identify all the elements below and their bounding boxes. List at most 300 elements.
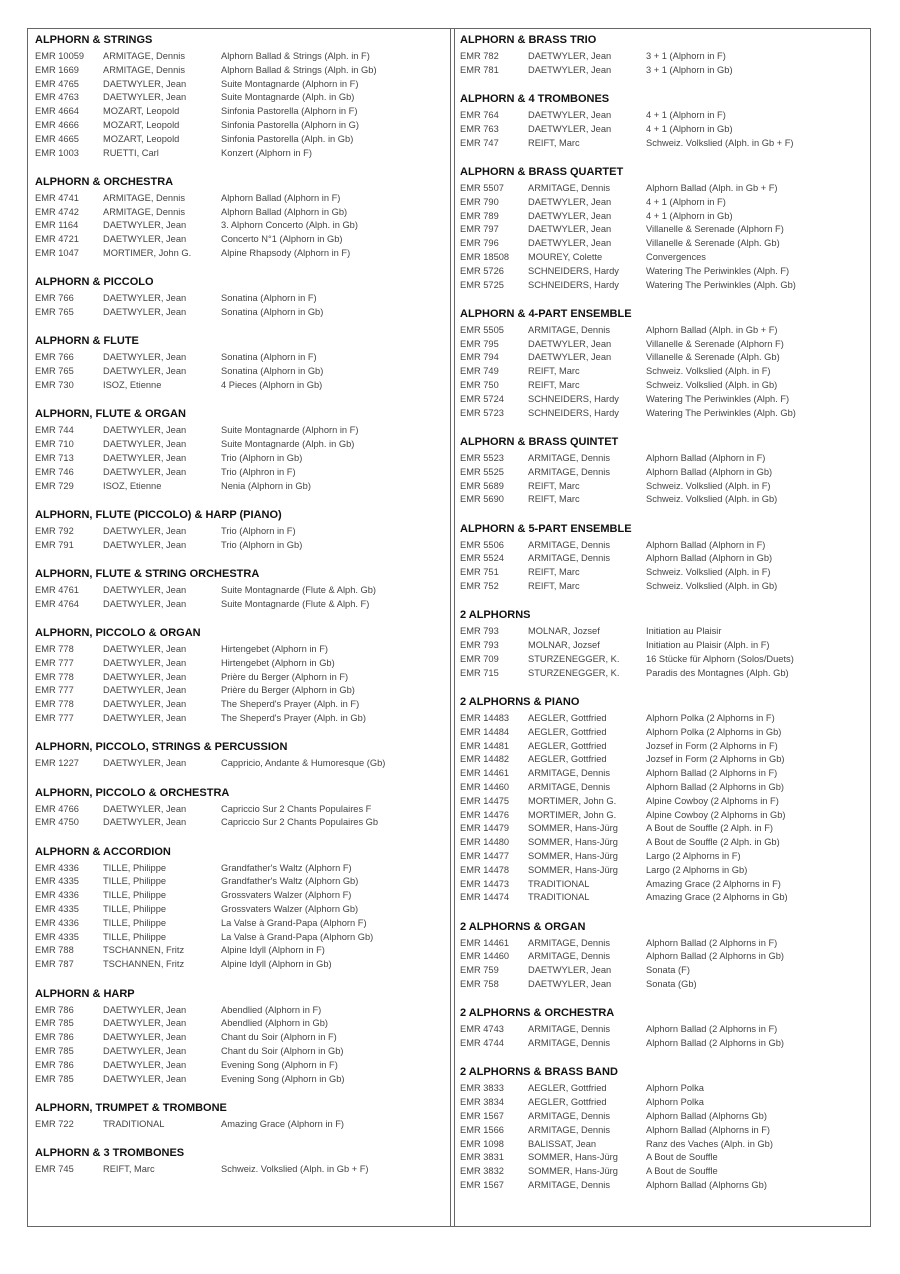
catalog-entry [460,753,865,767]
section-heading: ALPHORN & 3 TROMBONES [35,1147,185,1160]
work-title: A Bout de Souffle [646,1166,718,1177]
work-title: Suite Montagnarde (Alph. in Gb) [221,439,355,450]
catalog-section [35,275,445,320]
catalog-entry [460,265,865,279]
catalog-section [460,92,865,150]
section-heading: ALPHORN & STRINGS [35,34,153,46]
catalog-entry [35,64,445,78]
catalog-number: EMR 4764 [35,598,79,609]
work-title: 4 Pieces (Alphorn in Gb) [221,380,323,391]
work-title: Alphorn Ballad (2 Alphorns in F) [646,937,778,948]
catalog-number: EMR 766 [35,293,74,304]
composer-name: DAETWYLER, Jean [528,224,612,235]
work-title: Sonata (F) [646,965,690,976]
catalog-entry [460,726,865,740]
composer-name: DAETWYLER, Jean [103,1045,187,1056]
catalog-number: EMR 14460 [460,951,510,962]
catalog-number: EMR 797 [460,224,499,235]
section-heading: 2 ALPHORNS & PIANO [460,696,580,708]
composer-name: REIFT, Marc [528,366,580,377]
catalog-entry [460,351,865,365]
composer-name: REIFT, Marc [528,567,580,578]
section-heading: ALPHORN & HARP [35,987,135,1000]
catalog-entry [35,192,445,206]
work-title: Paradis des Montagnes (Alph. Gb) [646,667,789,678]
work-title: Concerto N°1 (Alphorn in Gb) [221,234,343,245]
work-title: Alphorn Ballad (Alph. in Gb + F) [646,182,778,193]
composer-name: DAETWYLER, Jean [103,685,187,696]
work-title: Schweiz. Volkslied (Alph. in Gb) [646,380,778,391]
composer-name: DAETWYLER, Jean [103,1073,187,1084]
composer-name: ARMITAGE, Dennis [528,781,610,792]
catalog-section [35,175,445,261]
catalog-entry [35,1059,445,1073]
composer-name: ARMITAGE, Dennis [528,951,610,962]
composer-name: DAETWYLER, Jean [103,539,187,550]
catalog-number: EMR 778 [35,699,74,710]
work-title: Alphorn Polka [646,1097,704,1108]
catalog-entry [35,944,445,958]
work-title: Alpine Idyll (Alphorn in F) [221,945,325,956]
catalog-number: EMR 789 [460,210,499,221]
work-title: 4 + 1 (Alphorn in Gb) [646,123,733,134]
catalog-entry [460,1110,865,1124]
composer-name: TILLE, Philippe [103,917,167,928]
catalog-number: EMR 787 [35,959,74,970]
catalog-entry [35,698,445,712]
composer-name: STURZENEGGER, K. [528,653,620,664]
work-title: Alphorn Ballad (Alphorn in Gb) [646,553,773,564]
work-title: Alphorn Ballad (Alphorn in F) [221,192,341,203]
catalog-entry [460,324,865,338]
work-title: Alphorn Ballad & Strings (Alph. in F) [221,51,370,61]
work-title: Sinfonia Pastorella (Alphorn in F) [221,106,358,117]
catalog-number: EMR 796 [460,238,499,249]
composer-name: AEGLER, Gottfried [528,726,607,737]
composer-name: DAETWYLER, Jean [103,657,187,668]
work-title: Suite Montagnarde (Alphorn in F) [221,425,359,436]
catalog-number: EMR 791 [35,539,74,550]
catalog-entry [35,539,445,553]
composer-name: DAETWYLER, Jean [103,671,187,682]
work-title: Watering The Periwinkles (Alph. Gb) [646,407,796,418]
catalog-number: EMR 4664 [35,106,79,117]
composer-name: SOMMER, Hans-Jürg [528,823,618,834]
catalog-entry [460,50,865,64]
work-title: Villanelle & Serenade (Alph. Gb) [646,352,780,363]
work-title: Alphorn Polka (2 Alphorns in F) [646,713,775,723]
composer-name: ARMITAGE, Dennis [528,1038,610,1049]
catalog-entry [35,684,445,698]
catalog-number: EMR 785 [35,1073,74,1084]
catalog-number: EMR 18508 [460,251,510,262]
catalog-number: EMR 4335 [35,876,79,887]
composer-name: RUETTI, Carl [103,147,159,158]
catalog-number: EMR 781 [460,64,499,75]
composer-name: TILLE, Philippe [103,876,167,887]
work-title: Abendlied (Alphorn in F) [221,1004,322,1015]
catalog-entry [460,740,865,754]
catalog-number: EMR 4335 [35,904,79,915]
catalog-number: EMR 14473 [460,878,510,889]
catalog-number: EMR 4335 [35,931,79,942]
work-title: Villanelle & Serenade (Alph. Gb) [646,238,780,249]
work-title: Schweiz. Volkslied (Alph. in Gb + F) [646,137,794,148]
composer-name: BALISSAT, Jean [528,1138,597,1149]
catalog-entry [460,393,865,407]
composer-name: DAETWYLER, Jean [103,803,187,814]
catalog-number: EMR 751 [460,567,499,578]
work-title: Alpine Idyll (Alphorn in Gb) [221,959,332,970]
catalog-entry [35,1073,445,1087]
catalog-section [35,786,445,831]
catalog-entry [460,1151,865,1165]
catalog-number: EMR 10059 [35,51,85,61]
catalog-entry [460,978,865,992]
catalog-entry [35,958,445,972]
catalog-number: EMR 14482 [460,754,510,765]
composer-name: MORTIMER, John G. [103,248,192,259]
section-heading: ALPHORN & 5-PART ENSEMBLE [460,522,632,535]
catalog-section [35,1146,445,1177]
work-title: Capriccio Sur 2 Chants Populaires Gb [221,817,379,828]
composer-name: TSCHANNEN, Fritz [103,959,185,970]
catalog-number: EMR 785 [35,1018,74,1029]
catalog-number: EMR 745 [35,1164,74,1175]
catalog-entry [460,1179,865,1193]
work-title: Konzert (Alphorn in F) [221,147,312,158]
work-title: Sonata (Gb) [646,979,697,990]
catalog-entry [460,452,865,466]
catalog-entry [35,91,445,105]
catalog-entry [460,950,865,964]
section-heading: ALPHORN & BRASS QUINTET [460,435,619,448]
catalog-entry [35,643,445,657]
composer-name: MOUREY, Colette [528,251,603,262]
catalog-number: EMR 14474 [460,892,510,903]
catalog-entry [460,822,865,836]
catalog-entry [460,1138,865,1152]
work-title: Nenia (Alphorn in Gb) [221,480,311,491]
work-title: A Bout de Souffle (2 Alph. in F) [646,823,773,834]
catalog-number: EMR 785 [35,1045,74,1056]
composer-name: TSCHANNEN, Fritz [103,945,185,956]
catalog-section [35,1101,445,1132]
composer-name: ARMITAGE, Dennis [103,206,185,217]
catalog-entry [35,306,445,320]
catalog-entry [35,816,445,830]
section-heading: 2 ALPHORNS & ORGAN [460,920,586,933]
catalog-entry [35,1031,445,1045]
section-heading: ALPHORN & PICCOLO [35,276,154,289]
composer-name: DAETWYLER, Jean [103,699,187,710]
composer-name: AEGLER, Gottfried [528,754,607,765]
catalog-number: EMR 793 [460,626,499,637]
work-title: La Valse à Grand-Papa (Alphorn Gb) [221,931,374,942]
catalog-number: EMR 715 [460,667,499,678]
work-title: Cappricio, Andante & Humoresque (Gb) [221,758,386,769]
catalog-entry [460,1082,865,1096]
catalog-entry [460,937,865,951]
catalog-entry [35,365,445,379]
composer-name: TILLE, Philippe [103,890,167,901]
work-title: 3 + 1 (Alphorn in F) [646,51,726,61]
work-title: Trio (Alphorn in Gb) [221,539,303,550]
catalog-section [35,626,445,726]
catalog-number: EMR 5690 [460,494,504,505]
catalog-entry [460,539,865,553]
catalog-entry [460,850,865,864]
catalog-entry [460,1096,865,1110]
composer-name: DAETWYLER, Jean [103,1059,187,1070]
composer-name: REIFT, Marc [528,137,580,148]
catalog-number: EMR 14483 [460,713,510,723]
catalog-section [460,33,865,78]
section-heading: 2 ALPHORNS & ORCHESTRA [460,1007,615,1020]
catalog-number: EMR 14460 [460,781,510,792]
catalog-number: EMR 5723 [460,407,504,418]
composer-name: ARMITAGE, Dennis [528,1124,610,1135]
catalog-section [460,307,865,421]
catalog-number: EMR 4336 [35,862,79,873]
work-title: Hirtengebet (Alphorn in F) [221,644,328,655]
work-title: Prière du Berger (Alphorn in F) [221,671,349,682]
catalog-number: EMR 1567 [460,1111,504,1122]
composer-name: ARMITAGE, Dennis [528,182,610,193]
catalog-entry [35,671,445,685]
catalog-number: EMR 3831 [460,1152,504,1163]
section-heading: ALPHORN & ORCHESTRA [35,175,174,188]
composer-name: DAETWYLER, Jean [103,1018,187,1029]
work-title: Alphorn Ballad (Alphorn in Gb) [221,206,348,217]
composer-name: REIFT, Marc [528,480,580,491]
work-title: Grandfather's Waltz (Alphorn F) [221,862,352,873]
catalog-number: EMR 729 [35,480,74,491]
catalog-entry [460,891,865,905]
section-heading: ALPHORN & BRASS TRIO [460,34,597,46]
composer-name: DAETWYLER, Jean [103,78,187,89]
catalog-entry [35,525,445,539]
catalog-entry [35,438,445,452]
composer-name: SOMMER, Hans-Jürg [528,1166,618,1177]
catalog-number: EMR 744 [35,425,74,436]
catalog-number: EMR 777 [35,713,74,723]
catalog-number: EMR 5507 [460,182,504,193]
catalog-number: EMR 5726 [460,265,504,276]
catalog-number: EMR 4721 [35,234,79,245]
catalog-number: EMR 792 [35,525,74,536]
composer-name: REIFT, Marc [528,380,580,391]
catalog-entry [460,196,865,210]
catalog-number: EMR 1669 [35,64,79,75]
catalog-entry [35,917,445,931]
section-heading: ALPHORN, TRUMPET & TROMBONE [35,1101,227,1114]
catalog-entry [35,452,445,466]
work-title: Alphorn Ballad (2 Alphorns in F) [646,1024,778,1035]
composer-name: DAETWYLER, Jean [103,439,187,450]
work-title: Alphorn Ballad (2 Alphorns in Gb) [646,951,784,962]
composer-name: ARMITAGE, Dennis [103,192,185,203]
catalog-number: EMR 1003 [35,147,79,158]
catalog-number: EMR 3832 [460,1166,504,1177]
catalog-entry [35,119,445,133]
composer-name: SCHNEIDERS, Hardy [528,279,619,290]
work-title: A Bout de Souffle (2 Alph. in Gb) [646,837,780,848]
catalog-number: EMR 747 [460,137,499,148]
catalog-section [35,508,445,553]
catalog-entry [460,712,865,726]
work-title: Alphorn Ballad (Alphorn in F) [646,452,766,463]
composer-name: REIFT, Marc [528,581,580,592]
work-title: Alphorn Ballad (2 Alphorns in F) [646,768,778,779]
catalog-column-right [460,33,865,1207]
composer-name: REIFT, Marc [528,494,580,505]
composer-name: DAETWYLER, Jean [103,234,187,245]
catalog-number: EMR 759 [460,965,499,976]
column-divider [450,29,451,1226]
catalog-number: EMR 14484 [460,726,510,737]
catalog-number: EMR 758 [460,979,499,990]
catalog-entry [460,580,865,594]
catalog-number: EMR 778 [35,644,74,655]
work-title: 3 + 1 (Alphorn in Gb) [646,64,733,75]
work-title: 16 Stücke für Alphorn (Solos/Duets) [646,653,794,664]
catalog-entry [35,889,445,903]
work-title: Alphorn Ballad (2 Alphorns in Gb) [646,1038,784,1049]
work-title: Watering The Periwinkles (Alph. F) [646,393,790,404]
catalog-section [460,1065,865,1192]
catalog-entry [35,757,445,771]
catalog-number: EMR 722 [35,1118,74,1129]
catalog-entry [460,123,865,137]
catalog-number: EMR 778 [35,671,74,682]
composer-name: DAETWYLER, Jean [103,1032,187,1043]
catalog-entry [460,137,865,151]
work-title: Watering The Periwinkles (Alph. F) [646,265,790,276]
catalog-entry [35,1045,445,1059]
catalog-number: EMR 777 [35,657,74,668]
catalog-entry [460,1023,865,1037]
composer-name: AEGLER, Gottfried [528,713,607,723]
section-heading: ALPHORN, FLUTE & STRING ORCHESTRA [35,567,260,580]
composer-name: ARMITAGE, Dennis [528,324,610,335]
composer-name: ARMITAGE, Dennis [528,768,610,779]
work-title: Hirtengebet (Alphorn in Gb) [221,657,335,668]
work-title: Villanelle & Serenade (Alphorn F) [646,224,784,235]
section-heading: 2 ALPHORNS [460,609,531,622]
catalog-number: EMR 4743 [460,1024,504,1035]
composer-name: TILLE, Philippe [103,931,167,942]
catalog-entry [35,292,445,306]
catalog-number: EMR 766 [35,352,74,363]
composer-name: DAETWYLER, Jean [103,293,187,304]
catalog-entry [460,379,865,393]
work-title: Sonatina (Alphorn in Gb) [221,366,324,377]
section-heading: ALPHORN, FLUTE & ORGAN [35,408,186,421]
composer-name: AEGLER, Gottfried [528,1097,607,1108]
catalog-entry [35,803,445,817]
composer-name: SCHNEIDERS, Hardy [528,265,619,276]
composer-name: DAETWYLER, Jean [528,338,612,349]
composer-name: SOMMER, Hans-Jürg [528,837,618,848]
section-heading: ALPHORN & 4 TROMBONES [460,93,610,106]
catalog-number: EMR 5506 [460,539,504,550]
catalog-entry [460,365,865,379]
composer-name: MOZART, Leopold [103,119,180,130]
catalog-entry [460,795,865,809]
catalog-entry [460,251,865,265]
catalog-entry [460,338,865,352]
composer-name: DAETWYLER, Jean [103,466,187,477]
catalog-entry [460,964,865,978]
work-title: Alphorn Ballad (Alphorns Gb) [646,1111,767,1122]
catalog-section [460,920,865,992]
catalog-number: EMR 4336 [35,890,79,901]
composer-name: DAETWYLER, Jean [528,238,612,249]
catalog-number: EMR 14480 [460,837,510,848]
composer-name: AEGLER, Gottfried [528,1083,607,1094]
work-title: Sonatina (Alphorn in F) [221,293,317,304]
composer-name: MOZART, Leopold [103,133,180,144]
catalog-number: EMR 794 [460,352,499,363]
composer-name: ARMITAGE, Dennis [528,1024,610,1035]
catalog-number: EMR 14481 [460,740,510,751]
composer-name: MORTIMER, John G. [528,795,617,806]
catalog-entry [35,903,445,917]
work-title: Suite Montagnarde (Alph. in Gb) [221,92,355,103]
work-title: Alphorn Ballad (Alphorn in F) [646,539,766,550]
catalog-number: EMR 777 [35,685,74,696]
composer-name: DAETWYLER, Jean [528,210,612,221]
composer-name: ARMITAGE, Dennis [528,553,610,564]
catalog-section [460,522,865,594]
work-title: 4 + 1 (Alphorn in Gb) [646,210,733,221]
section-heading: 2 ALPHORNS & BRASS BAND [460,1066,618,1079]
work-title: Suite Montagnarde (Flute & Alph. Gb) [221,584,377,595]
composer-name: DAETWYLER, Jean [103,758,187,769]
catalog-entry [460,210,865,224]
work-title: Evening Song (Alphorn in F) [221,1059,338,1070]
catalog-number: EMR 752 [460,581,499,592]
catalog-number: EMR 4765 [35,78,79,89]
catalog-section [460,608,865,680]
work-title: Sinfonia Pastorella (Alphorn in G) [221,119,359,130]
work-title: Ranz des Vaches (Alph. in Gb) [646,1138,773,1149]
section-heading: ALPHORN, PICCOLO & ORCHESTRA [35,786,230,799]
catalog-entry [35,147,445,161]
work-title: The Sheperd's Prayer (Alph. in Gb) [221,713,366,723]
composer-name: DAETWYLER, Jean [103,713,187,723]
catalog-number: EMR 14479 [460,823,510,834]
work-title: Schweiz. Volkslied (Alph. in Gb) [646,581,778,592]
section-heading: ALPHORN & ACCORDION [35,845,171,858]
section-heading: ALPHORN, PICCOLO & ORGAN [35,627,201,640]
composer-name: SOMMER, Hans-Jürg [528,1152,618,1163]
composer-name: DAETWYLER, Jean [103,1004,187,1015]
catalog-entry [35,379,445,393]
catalog-number: EMR 4336 [35,917,79,928]
work-title: Convergences [646,251,706,262]
composer-name: TRADITIONAL [528,892,590,903]
work-title: Largo (2 Alphorns in Gb) [646,864,748,875]
catalog-entry [460,625,865,639]
composer-name: REIFT, Marc [103,1164,155,1175]
work-title: Amazing Grace (2 Alphorns in Gb) [646,892,788,903]
composer-name: DAETWYLER, Jean [528,123,612,134]
catalog-number: EMR 5523 [460,452,504,463]
catalog-entry [460,223,865,237]
work-title: Capriccio Sur 2 Chants Populaires F [221,803,372,814]
